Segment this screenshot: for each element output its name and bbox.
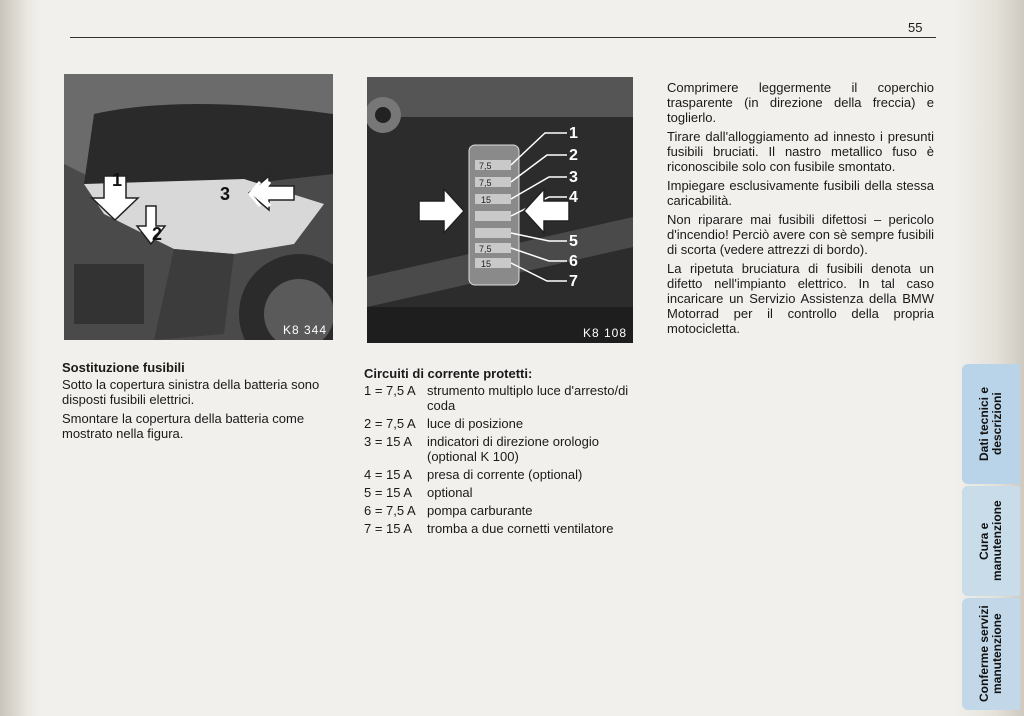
circuit-list — [364, 383, 634, 536]
photo-battery-cover — [64, 74, 333, 340]
page-gutter-shadow — [0, 0, 40, 716]
paragraph: Tirare dall'alloggiamento ad innesto i presunti fusibili bruciati. Il nastro metallico fuso è riconoscibile solo con fusibile smontato. — [667, 129, 934, 174]
right-column — [667, 80, 934, 340]
fuse-label-3: 15 — [481, 195, 492, 205]
list-item — [364, 485, 634, 500]
callout-2: 2 — [569, 147, 578, 164]
fuse-label-6: 15 — [481, 259, 492, 269]
circuit-desc: indicatori di direzione orologio (optional K 100) — [427, 434, 599, 464]
photo-code: K8 344 — [282, 323, 327, 337]
circuit-rating: 3 = 15 A — [364, 434, 413, 449]
tab-label: Dati tecnici e descrizioni — [977, 386, 1004, 462]
circuit-desc: presa di corrente (optional) — [427, 467, 583, 482]
marker-2: 2 — [152, 224, 163, 244]
circuit-desc: strumento multiplo luce d'arresto/di coda — [427, 383, 629, 413]
callout-7: 7 — [569, 273, 578, 290]
list-item — [364, 434, 634, 464]
callout-5: 5 — [569, 233, 578, 250]
header-rule — [70, 37, 936, 38]
tab-conferme-servizi[interactable] — [962, 598, 1020, 710]
middle-column — [364, 366, 634, 539]
circuit-rating: 7 = 15 A — [364, 521, 413, 536]
circuit-rating: 5 = 15 A — [364, 485, 413, 500]
callout-3: 3 — [569, 169, 578, 186]
paragraph: Sotto la copertura sinistra della batteria sono disposti fusibili elettrici. — [62, 377, 320, 407]
left-column — [62, 360, 330, 445]
callout-4: 4 — [569, 189, 578, 206]
list-item — [364, 521, 634, 536]
fuse-label-5: 7,5 — [479, 244, 492, 254]
fuse-label-1: 7,5 — [479, 161, 492, 171]
circuits-heading: Circuiti di corrente protetti: — [364, 366, 533, 381]
callout-1: 1 — [569, 125, 578, 142]
tab-dati-tecnici[interactable] — [962, 364, 1020, 484]
list-item — [364, 416, 634, 431]
circuit-rating: 4 = 15 A — [364, 467, 413, 482]
circuit-desc: luce di posizione — [427, 416, 524, 431]
circuit-rating: 6 = 7,5 A — [364, 503, 416, 518]
section-heading: Sostituzione fusibili — [62, 360, 185, 375]
circuit-desc: tromba a due cornetti ventilatore — [427, 521, 614, 536]
circuit-rating: 2 = 7,5 A — [364, 416, 416, 431]
list-item — [364, 503, 634, 518]
tab-cura-manutenzione[interactable] — [962, 486, 1020, 596]
photo-fuse-box — [367, 77, 633, 343]
callout-6: 6 — [569, 253, 578, 270]
circuit-desc: optional — [427, 485, 473, 500]
list-item — [364, 383, 634, 413]
photo-code: K8 108 — [582, 326, 627, 340]
page-number: 55 — [908, 20, 923, 35]
paragraph: Comprimere leggermente il coperchio trasparente (in direzione della freccia) e toglierlo. — [667, 80, 934, 125]
paragraph: La ripetuta bruciatura di fusibili denota un difetto nell'impianto elettrico. In tal caso incaricare un Servizio Assistenza della BMW Motorrad per il controllo della propria motocicletta. — [667, 261, 934, 336]
marker-1: 1 — [112, 170, 123, 190]
fuse-label-2: 7,5 — [479, 178, 492, 188]
tab-label: Cura e manutenzione — [977, 500, 1004, 582]
circuit-rating: 1 = 7,5 A — [364, 383, 416, 398]
paragraph: Non riparare mai fusibili difettosi – pericolo d'incendio! Perciò avere con sè sempre fusibili di scorta (vedere attrezzi di bordo). — [667, 212, 934, 257]
list-item — [364, 467, 634, 482]
circuit-desc: pompa carburante — [427, 503, 533, 518]
paragraph: Smontare la copertura della batteria come mostrato nella figura. — [62, 411, 305, 441]
marker-3: 3 — [220, 184, 231, 204]
tab-label: Conferme servizi manutenzione — [977, 605, 1004, 703]
paragraph: Impiegare esclusivamente fusibili della stessa caricabilità. — [667, 178, 934, 208]
